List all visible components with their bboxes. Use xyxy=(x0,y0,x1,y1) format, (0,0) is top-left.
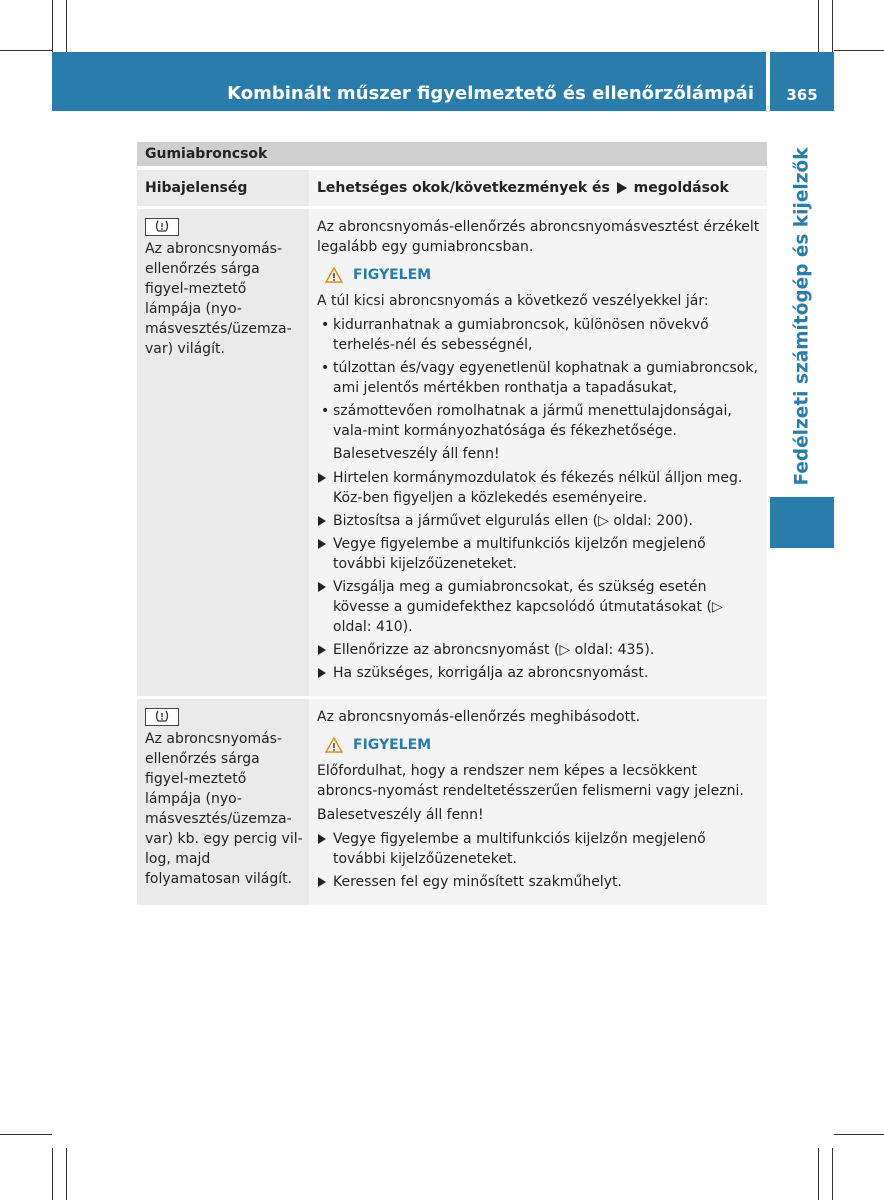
crop-mark xyxy=(66,0,67,52)
action-text: Biztosítsa a járművet elgurulás ellen (▷ oldal: 200). xyxy=(333,513,693,529)
action-item xyxy=(317,468,761,508)
action-item xyxy=(317,872,761,892)
warning-triangle-icon xyxy=(325,737,343,753)
crop-mark xyxy=(834,50,884,51)
warning-label: FIGYELEM xyxy=(353,737,432,753)
intro-text: Az abroncsnyomás-ellenőrzés meghibásodott. xyxy=(317,709,641,725)
action-text: Ellenőrizze az abroncsnyomást (▷ oldal: 435). xyxy=(333,642,655,658)
warning-triangle-icon xyxy=(325,267,343,283)
table-caption: Gumiabroncsok xyxy=(137,142,767,166)
arrow-right-icon xyxy=(318,473,326,483)
danger-note: Balesetveszély áll fenn! xyxy=(333,446,500,462)
table-row xyxy=(137,209,767,696)
arrow-right-icon xyxy=(318,539,326,549)
action-item xyxy=(317,663,761,683)
solution-cell xyxy=(309,699,767,905)
section-marker xyxy=(770,497,834,548)
hazard-list xyxy=(317,315,761,441)
crop-mark xyxy=(52,0,53,52)
table-row xyxy=(137,699,767,905)
header-bar xyxy=(52,52,766,111)
crop-mark xyxy=(0,1134,52,1135)
page-title: Kombinált műszer figyelmeztető és ellenőrzőlámpái xyxy=(227,83,754,104)
action-text: Hirtelen kormánymozdulatok és fékezés nélkül álljon meg. Köz-ben figyeljen a közlekedés eseményeire. xyxy=(333,470,743,506)
header-symptom: Hibajelenség xyxy=(145,180,248,196)
header-causes xyxy=(309,170,767,206)
page-number-box xyxy=(770,52,834,111)
crop-mark xyxy=(52,1148,53,1200)
fault-table xyxy=(137,142,767,905)
warning-heading xyxy=(325,735,761,755)
crop-mark xyxy=(0,50,52,51)
action-text: Vizsgálja meg a gumiabroncsokat, és szükség esetén kövesse a gumidefekthez kapcsolódó útmutatásokat (▷ oldal: 410). xyxy=(333,579,723,635)
action-text: Vegye figyelembe a multifunkciós kijelzőn megjelenő további kijelzőüzeneteket. xyxy=(333,831,706,867)
action-list xyxy=(317,829,761,892)
section-tab xyxy=(770,140,834,492)
crop-mark xyxy=(832,1148,833,1200)
action-item xyxy=(317,829,761,869)
arrow-right-icon xyxy=(318,645,326,655)
warning-heading xyxy=(325,265,761,285)
warning-text: A túl kicsi abroncsnyomás a következő veszélyekkel jár: xyxy=(317,293,709,309)
action-text: Keressen fel egy minősített szakműhelyt. xyxy=(333,874,622,890)
arrow-right-icon xyxy=(318,668,326,678)
page-number: 365 xyxy=(786,86,818,104)
action-item xyxy=(317,577,761,637)
intro-text: Az abroncsnyomás-ellenőrzés abroncsnyomásvesztést érzékelt legalább egy gumiabroncsban. xyxy=(317,219,760,255)
symptom-cell xyxy=(137,699,309,905)
crop-mark xyxy=(66,1148,67,1200)
action-item xyxy=(317,640,761,660)
list-item: • túlzottan és/vagy egyenetlenül kophatnak a gumiabroncsok, ami jelentős mértékben ronthatja a tapadásukat, xyxy=(317,358,761,398)
warning-label: FIGYELEM xyxy=(353,267,432,283)
symptom-text: Az abroncsnyomás-ellenőrzés sárga figyel-meztető lámpája (nyo-másvesztés/üzemza-var) világít. xyxy=(145,241,292,357)
crop-mark xyxy=(834,1134,884,1135)
warning-text: Előfordulhat, hogy a rendszer nem képes a lecsökkent abroncs-nyomást rendeltetésszerűen felismerni vagy jelezni. xyxy=(317,763,744,799)
symptom-text: Az abroncsnyomás-ellenőrzés sárga figyel-meztető lámpája (nyo-másvesztés/üzemza-var) kb. egy percig vil-log, majd folyamatosan világít. xyxy=(145,731,303,887)
crop-mark xyxy=(818,0,819,52)
arrow-right-icon xyxy=(318,516,326,526)
action-text: Vegye figyelembe a multifunkciós kijelzőn megjelenő további kijelzőüzeneteket. xyxy=(333,536,706,572)
tire-pressure-warning-icon xyxy=(145,708,179,726)
list-item: • kidurranhatnak a gumiabroncsok, különösen növekvő terhelés-nél és sebességnél, xyxy=(317,315,761,355)
action-item xyxy=(317,511,761,531)
arrow-right-icon xyxy=(318,877,326,887)
header-causes-suffix: megoldások xyxy=(633,180,729,196)
table-header-row xyxy=(137,170,767,206)
solution-cell xyxy=(309,209,767,696)
arrow-right-icon xyxy=(318,582,326,592)
action-text: Ha szükséges, korrigálja az abroncsnyomást. xyxy=(333,665,649,681)
section-title: Fedélzeti számítógép és kijelzők xyxy=(791,146,813,486)
crop-mark xyxy=(818,1148,819,1200)
symptom-cell xyxy=(137,209,309,696)
arrow-right-icon xyxy=(617,182,627,194)
action-list xyxy=(317,468,761,683)
action-item xyxy=(317,534,761,574)
arrow-right-icon xyxy=(318,834,326,844)
danger-note: Balesetveszély áll fenn! xyxy=(317,807,484,823)
header-causes-prefix: Lehetséges okok/következmények és xyxy=(317,180,610,196)
crop-mark xyxy=(832,0,833,52)
list-item: • számottevően romolhatnak a jármű menettulajdonságai, vala-mint kormányozhatósága és fékezhetősége. xyxy=(317,401,761,441)
tire-pressure-warning-icon xyxy=(145,218,179,236)
